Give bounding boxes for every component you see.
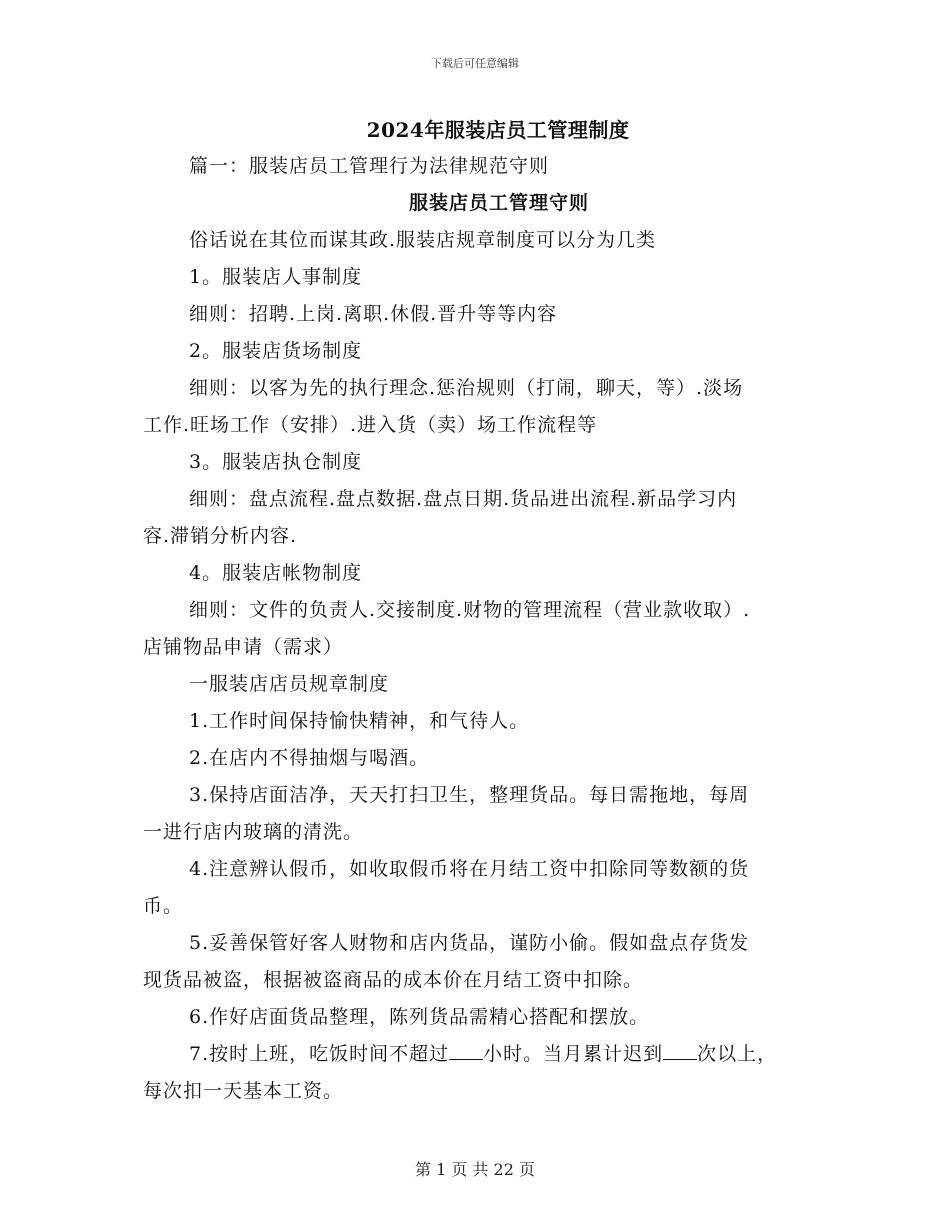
intro-paragraph: 俗话说在其位而谋其政.服装店规章制度可以分为几类	[189, 229, 657, 251]
page-number: 第 1 页 共 22 页	[415, 1160, 535, 1179]
rule-5-line-1: 5.妥善保管好客人财物和店内货品，谨防小偷。假如盘点存货发	[189, 932, 750, 954]
rule-4-line-1: 4.注意辨认假币，如收取假币将在月结工资中扣除同等数额的货	[189, 858, 750, 880]
header-note: 下载后可任意编辑	[431, 57, 519, 70]
rules-title: 一服装店店员规章制度	[189, 673, 390, 695]
document-title: 2024年服装店员工管理制度	[366, 118, 630, 142]
section-4-detail-line-2: 店铺物品申请（需求）	[143, 636, 344, 658]
section-1-detail: 细则：招聘.上岗.离职.休假.晋升等等内容	[189, 303, 558, 325]
rule-2: 2.在店内不得抽烟与喝酒。	[189, 747, 430, 769]
fill-in-blank	[449, 1041, 483, 1060]
section-title: 服装店员工管理守则	[408, 192, 589, 214]
section-1-title: 1。服装店人事制度	[189, 266, 363, 288]
section-2-detail-line-2: 工作.旺场工作（安排）.进入货（卖）场工作流程等	[143, 414, 598, 436]
fill-in-blank	[663, 1041, 697, 1060]
rule-7-text-part-1: 7.按时上班，吃饭时间不超过	[189, 1043, 450, 1065]
rule-3-line-2: 一进行店内玻璃的清洗。	[143, 821, 364, 843]
document-body	[143, 148, 807, 1110]
section-3-title: 3。服装店执仓制度	[189, 451, 363, 473]
rule-7-text-part-3: 次以上，	[697, 1043, 778, 1065]
section-3-detail-line-2: 容.滞销分析内容.	[143, 525, 298, 547]
part-heading: 篇一：服装店员工管理行为法律规范守则	[189, 155, 550, 177]
rule-7-text-part-2: 小时。当月累计迟到	[483, 1043, 664, 1065]
section-2-title: 2。服装店货场制度	[189, 340, 363, 362]
rule-7-line-2: 每次扣一天基本工资。	[143, 1080, 344, 1102]
section-4-detail-line-1: 细则：文件的负责人.交接制度.财物的管理流程（营业款收取）.	[189, 599, 751, 621]
rule-4-line-2: 币。	[143, 895, 184, 917]
rule-7-line-1	[143, 1036, 807, 1073]
rule-1: 1.工作时间保持愉快精神，和气待人。	[189, 710, 530, 732]
rule-5-line-2: 现货品被盗，根据被盗商品的成本价在月结工资中扣除。	[143, 969, 644, 991]
rule-3-line-1: 3.保持店面洁净，天天打扫卫生，整理货品。每日需拖地，每周	[189, 784, 750, 806]
section-4-title: 4。服装店帐物制度	[189, 562, 363, 584]
section-2-detail-line-1: 细则：以客为先的执行理念.惩治规则（打闹，聊天，等）.淡场	[189, 377, 744, 399]
section-3-detail-line-1: 细则：盘点流程.盘点数据.盘点日期.货品进出流程.新品学习内	[189, 488, 738, 510]
rule-6: 6.作好店面货品整理，陈列货品需精心搭配和摆放。	[189, 1006, 650, 1028]
